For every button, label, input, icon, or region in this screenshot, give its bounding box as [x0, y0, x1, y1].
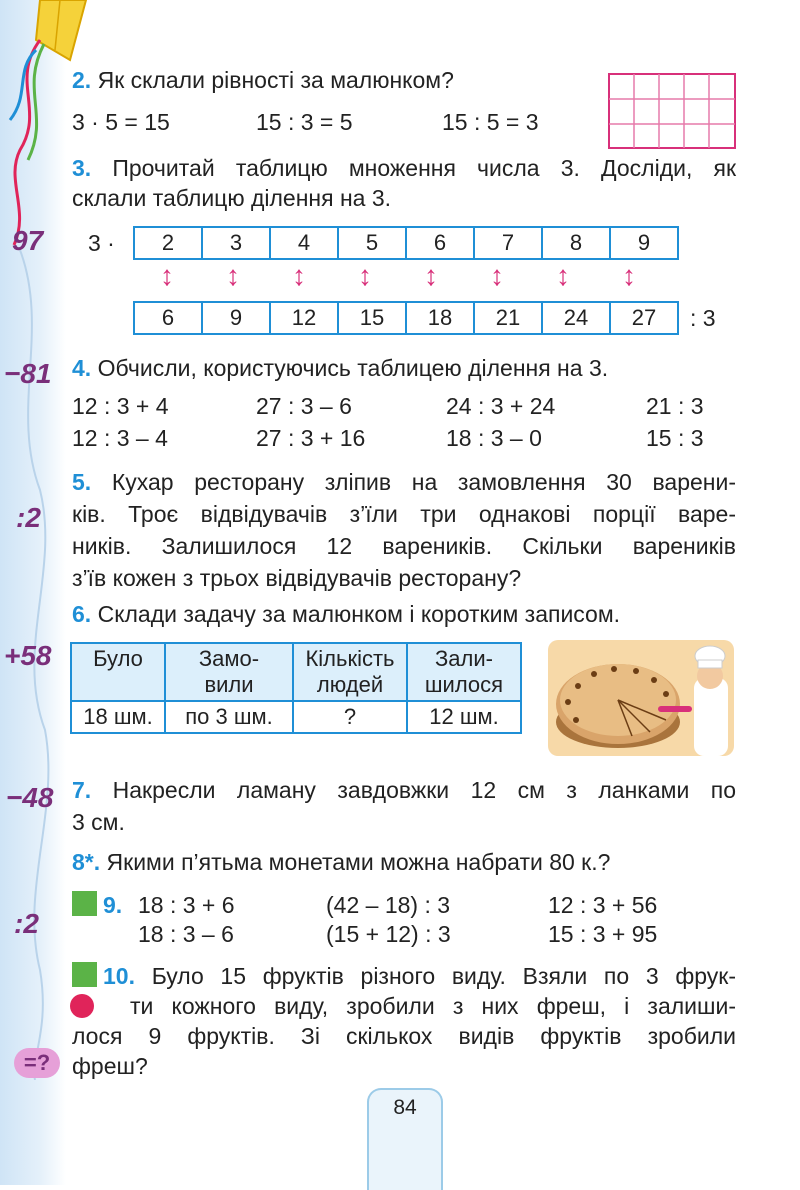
table-cell: 8 — [541, 226, 611, 260]
expression: 27 : 3 + 16 — [256, 425, 366, 451]
table-header — [407, 643, 521, 701]
task-3-line — [72, 152, 736, 185]
multiplier-label: 3 · — [88, 230, 115, 256]
table-cell: 3 — [201, 226, 271, 260]
task-10-line: лося 9 фруктів. Зі скількох видів фруктів зробили — [72, 1023, 736, 1049]
task-text: Склади задачу за малюнком і коротким записом. — [97, 601, 621, 627]
equation: 15 : 5 = 3 — [442, 109, 539, 135]
updown-arrow-icon: ↕ — [160, 260, 174, 291]
task-6-title — [72, 598, 620, 631]
task-10-line: ти кожного виду, зробили з них фреш, і залиши- — [130, 993, 736, 1019]
green-square-icon — [72, 962, 97, 987]
page-number-tab — [367, 1088, 443, 1190]
header-text: Кількість — [305, 646, 395, 671]
green-square-icon — [72, 891, 97, 916]
margin-number: −48 — [6, 782, 54, 813]
margin-number: 97 — [12, 225, 44, 256]
updown-arrow-icon: ↕ — [622, 260, 636, 291]
header-text: людей — [316, 672, 384, 697]
divisor-label: : 3 — [690, 305, 716, 331]
margin-number: +58 — [4, 640, 52, 671]
table-cell: 4 — [269, 226, 339, 260]
task-number: 3. — [72, 155, 92, 181]
task-7-line — [72, 774, 736, 807]
margin-number: −81 — [4, 358, 52, 389]
task-text: Накресли ламану завдовжки 12 см з ланками по — [112, 777, 736, 803]
expression: 21 : 3 — [646, 393, 704, 419]
margin-number: :2 — [14, 908, 39, 939]
expression: 12 : 3 – 4 — [72, 425, 168, 451]
expression: 18 : 3 + 6 — [138, 892, 235, 918]
task-5-line: з’їв кожен з трьох відвідувачів ресторану? — [72, 565, 522, 591]
equation: 3 · 5 = 15 — [72, 109, 170, 135]
task-5-line: ків. Троє відвідувачів з’їли три однакові порції варе- — [72, 501, 736, 527]
header-text: Зали- — [435, 646, 493, 671]
multiplication-row — [135, 226, 679, 260]
task-number: 8*. — [72, 849, 101, 875]
table-cell: 9 — [609, 226, 679, 260]
expression: 18 : 3 – 6 — [138, 921, 234, 947]
table-cell: 9 — [201, 301, 271, 335]
updown-arrow-icon: ↕ — [292, 260, 306, 291]
expression: 12 : 3 + 4 — [72, 393, 169, 419]
task-text: Було 15 фруктів різного виду. Взяли по 3 фрук- — [151, 963, 737, 989]
table-cell: 6 — [405, 226, 475, 260]
expression: (42 – 18) : 3 — [326, 892, 451, 918]
updown-arrow-icon: ↕ — [226, 260, 240, 291]
expression: 27 : 3 – 6 — [256, 393, 352, 419]
short-record-table — [70, 642, 522, 734]
header-text: шилося — [424, 672, 504, 697]
header-text: Було — [93, 646, 143, 671]
updown-arrow-icon: ↕ — [556, 260, 570, 291]
grid-picture — [608, 73, 736, 149]
expression: 12 : 3 + 56 — [548, 892, 658, 918]
table-value: 12 шм. — [407, 701, 521, 733]
task-number: 6. — [72, 601, 92, 627]
table-value: по 3 шм. — [165, 701, 293, 733]
table-cell: 12 — [269, 301, 339, 335]
updown-arrow-icon: ↕ — [358, 260, 372, 291]
table-cell: 21 — [473, 301, 543, 335]
expression: 15 : 3 — [646, 425, 704, 451]
table-cell: 7 — [473, 226, 543, 260]
table-cell: 6 — [133, 301, 203, 335]
task-text: Прочитай таблицю множення числа 3. Досліди, як — [112, 155, 737, 181]
table-cell: 15 — [337, 301, 407, 335]
table-value: ? — [293, 701, 407, 733]
table-header — [165, 643, 293, 701]
expression: 18 : 3 – 0 — [446, 425, 542, 451]
table-header — [71, 643, 165, 701]
division-row — [135, 301, 679, 335]
table-cell: 24 — [541, 301, 611, 335]
updown-arrow-icon: ↕ — [424, 260, 438, 291]
task-text: Кухар ресторану зліпив на замовлення 30 варени- — [111, 469, 736, 495]
margin-number: :2 — [16, 502, 41, 533]
table-cell: 2 — [133, 226, 203, 260]
task-number: 7. — [72, 777, 92, 803]
header-text: Замо- — [198, 646, 260, 671]
task-5-line: ників. Залишилося 12 вареників. Скільки вареників — [72, 533, 736, 559]
task-2-title — [72, 64, 454, 97]
red-circle-icon — [70, 994, 94, 1018]
task-10-line — [103, 960, 736, 993]
expression: 24 : 3 + 24 — [446, 393, 556, 419]
expression: (15 + 12) : 3 — [326, 921, 451, 947]
task-number: 4. — [72, 355, 92, 381]
task-5-line — [72, 466, 736, 499]
table-cell: 5 — [337, 226, 407, 260]
task-text: Обчисли, користуючись таблицею ділення на 3. — [97, 355, 609, 381]
task-number: 2. — [72, 67, 92, 93]
header-text: вили — [204, 672, 254, 697]
task-text: Якими п’ятьма монетами можна набрати 80 к.? — [106, 849, 611, 875]
task-4-title — [72, 352, 608, 385]
expression: 15 : 3 + 95 — [548, 921, 658, 947]
equation: 15 : 3 = 5 — [256, 109, 353, 135]
table-value: 18 шм. — [71, 701, 165, 733]
page-number: 84 — [393, 1096, 417, 1119]
chef-cake-illustration — [548, 640, 734, 756]
table-header — [293, 643, 407, 701]
task-3-line: склали таблицю ділення на 3. — [72, 185, 392, 211]
task-text: Як склали рівності за малюнком? — [97, 67, 454, 93]
task-number: 5. — [72, 469, 92, 495]
task-number: 9. — [103, 892, 123, 918]
logic-badge: =? — [14, 1048, 60, 1078]
table-cell: 27 — [609, 301, 679, 335]
task-10-line: фреш? — [72, 1053, 148, 1079]
task-8-title — [72, 846, 610, 879]
table-cell: 18 — [405, 301, 475, 335]
task-number: 10. — [103, 963, 135, 989]
updown-arrow-icon: ↕ — [490, 260, 504, 291]
task-7-line: 3 см. — [72, 809, 125, 835]
